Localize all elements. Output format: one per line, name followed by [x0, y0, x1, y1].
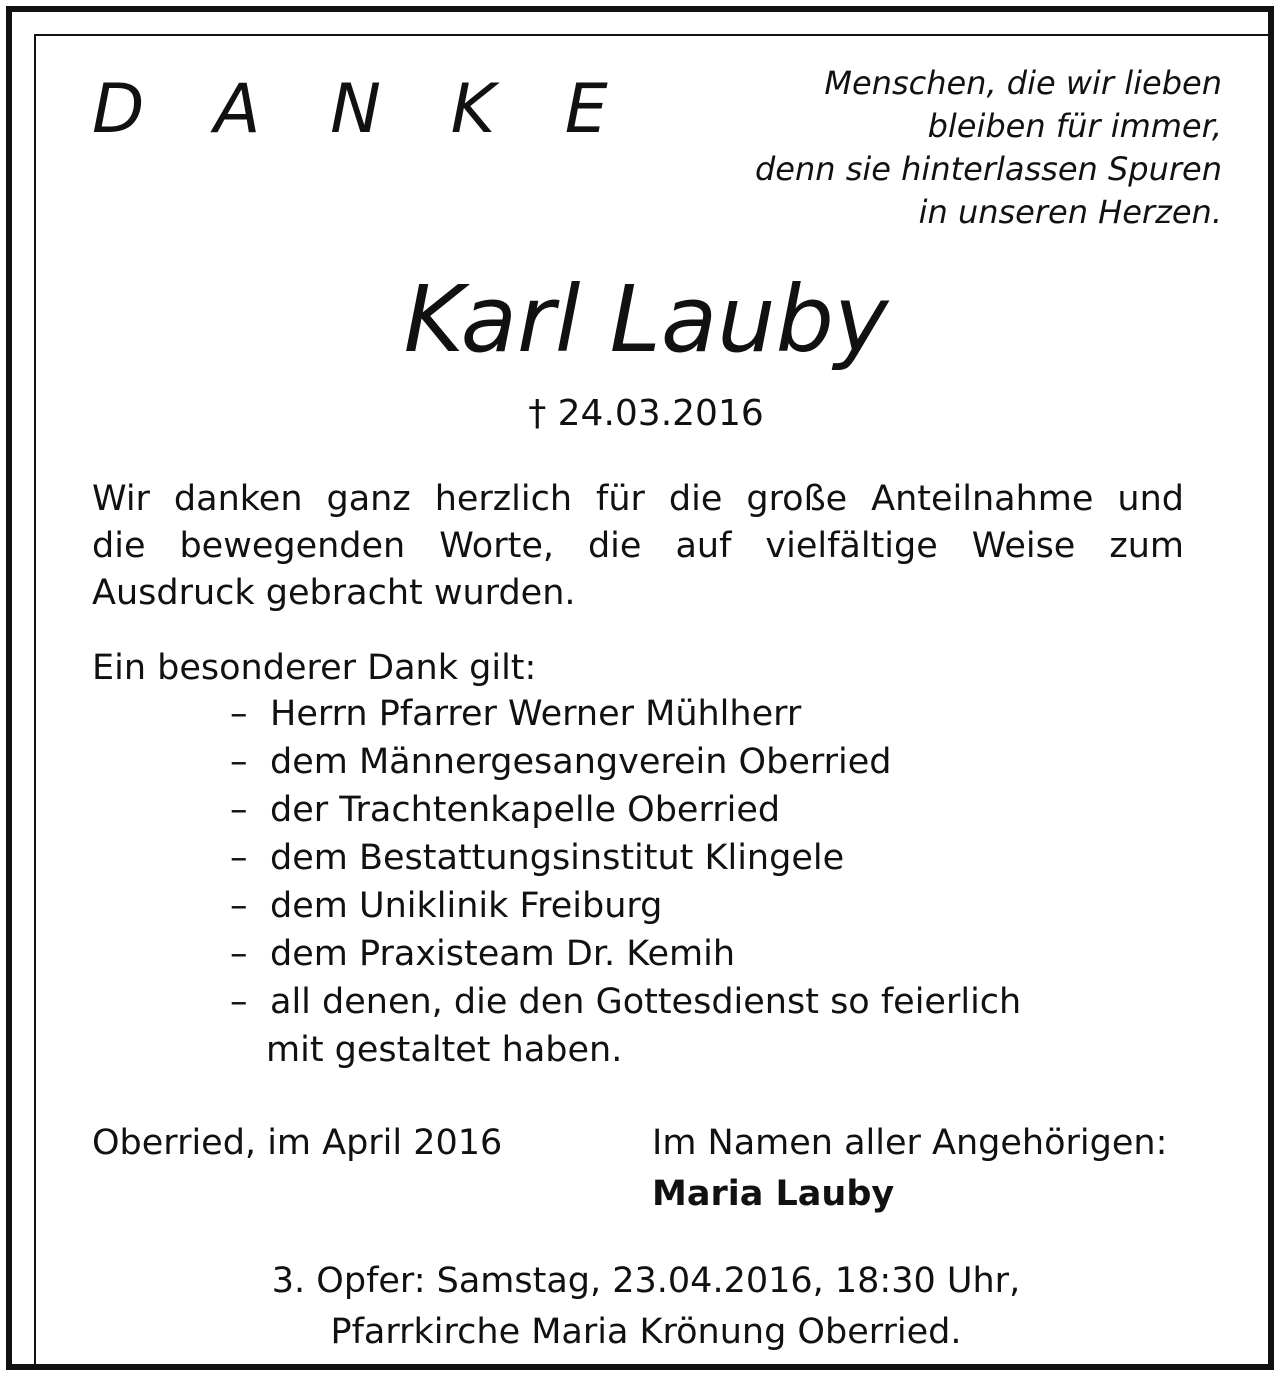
- list-item-continuation: mit gestaltet haben.: [266, 1030, 623, 1070]
- thanks-line: die bewegenden Worte, die auf vielfältige Weise zum: [92, 526, 1184, 566]
- list-item-text: dem Männergesangverein Oberried: [270, 742, 892, 782]
- special-thanks-intro: Ein besonderer Dank gilt:: [92, 648, 537, 688]
- list-item: [230, 738, 1021, 786]
- death-date: † 24.03.2016: [528, 393, 764, 434]
- service-line-1: 3. Opfer: Samstag, 23.04.2016, 18:30 Uhr,: [271, 1261, 1021, 1301]
- special-thanks-list: [230, 690, 1021, 1074]
- memorial-service-info: [12, 1256, 1280, 1358]
- place-date: Oberried, im April 2016: [92, 1123, 503, 1163]
- list-item-text: der Trachtenkapelle Oberried: [270, 790, 781, 830]
- on-behalf-text: Im Namen aller Angehörigen:: [652, 1123, 1168, 1163]
- list-item-text: dem Praxisteam Dr. Kemih: [270, 934, 736, 974]
- quote-line: in unseren Herzen.: [918, 193, 1222, 231]
- outer-border: [6, 6, 1274, 1370]
- list-item: [230, 786, 1021, 834]
- list-item: [230, 978, 1021, 1074]
- family-signature: [652, 1120, 1167, 1218]
- list-item-text: Herrn Pfarrer Werner Mühlherr: [270, 694, 802, 734]
- list-item: [230, 930, 1021, 978]
- list-item-text: dem Uniklinik Freiburg: [270, 886, 663, 926]
- list-item: [230, 834, 1021, 882]
- service-line-2: Pfarrkirche Maria Krönung Oberried.: [330, 1312, 962, 1352]
- deceased-name: Karl Lauby: [403, 266, 889, 373]
- signer-name: Maria Lauby: [652, 1174, 895, 1214]
- thanks-line: Ausdruck gebracht wurden.: [92, 573, 576, 613]
- list-item: [230, 882, 1021, 930]
- list-item-text: dem Bestattungsinstitut Klingele: [270, 838, 845, 878]
- thanks-line: Wir danken ganz herzlich für die große Anteilnahme und: [92, 479, 1184, 519]
- thanks-paragraph: [92, 476, 1184, 617]
- quote-line: bleiben für immer,: [927, 107, 1222, 145]
- list-item-text: – all denen, die den Gottesdienst so feierlich: [270, 982, 1022, 1022]
- quote-line: denn sie hinterlassen Spuren: [754, 150, 1222, 188]
- list-item: [230, 690, 1021, 738]
- heading-danke: D A N K E: [92, 70, 632, 149]
- memorial-quote: [755, 62, 1222, 234]
- quote-line: Menschen, die wir lieben: [824, 64, 1222, 102]
